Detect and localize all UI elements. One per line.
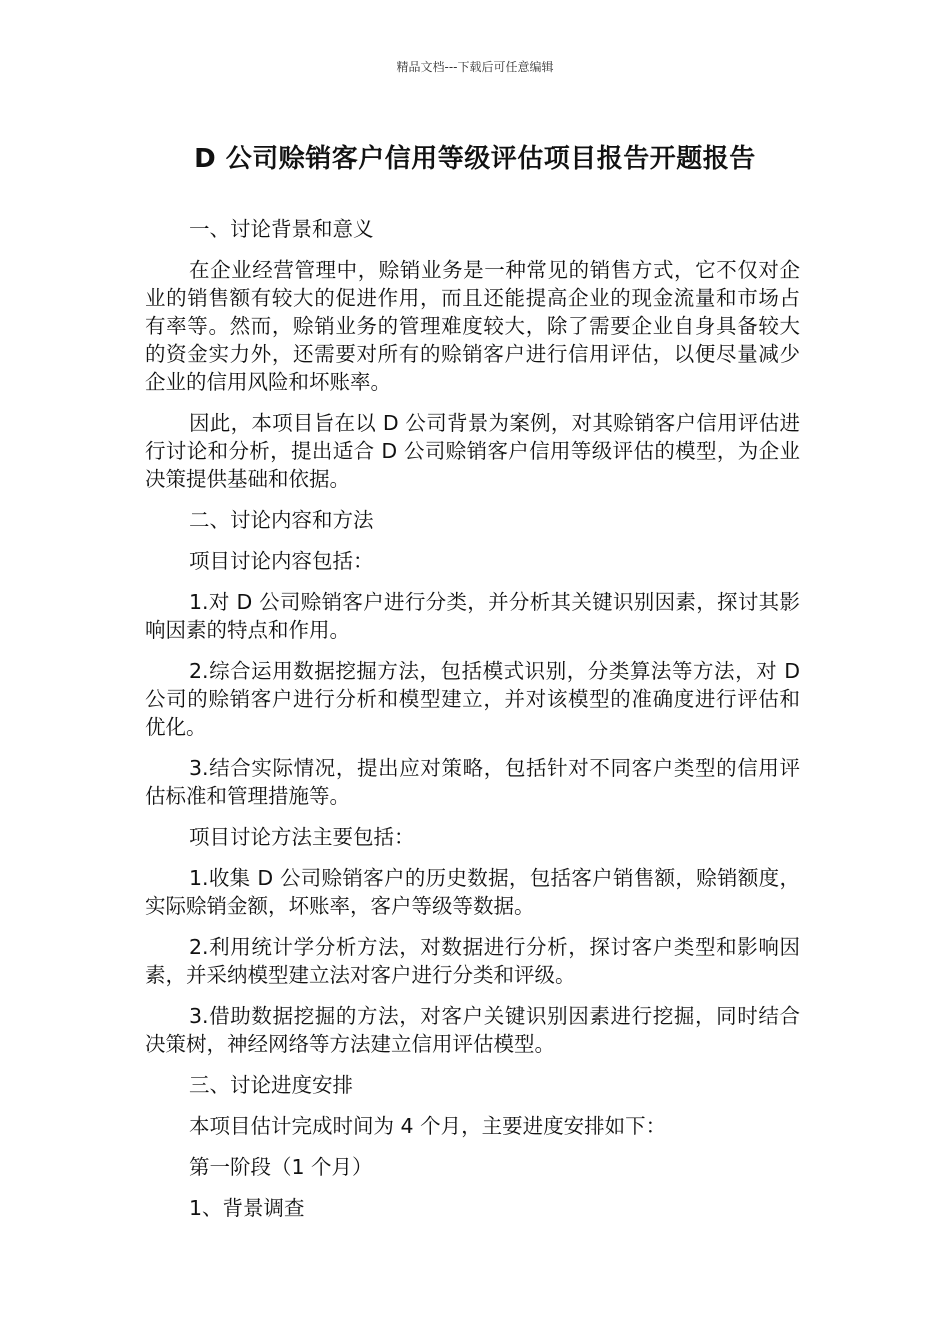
paragraph-schedule-intro: 本项目估计完成时间为 4 个月，主要进度安排如下： — [189, 1114, 667, 1138]
content-item-1: 1.对 D 公司赊销客户进行分类，并分析其关键识别因素，探讨其影响因素的特点和作用。 — [145, 590, 800, 642]
schedule-phase-1: 第一阶段（1 个月） — [189, 1155, 373, 1179]
paragraph-methods-intro: 项目讨论方法主要包括： — [189, 825, 415, 849]
method-item-1: 1.收集 D 公司赊销客户的历史数据，包括客户销售额，赊销额度，实际赊销金额，坏账率，客户等级等数据。 — [145, 866, 800, 918]
method-item-2: 2.利用统计学分析方法，对数据进行分析，探讨客户类型和影响因素，并采纳模型建立法对客户进行分类和评级。 — [145, 935, 800, 987]
paragraph-background-1: 在企业经营管理中，赊销业务是一种常见的销售方式，它不仅对企业的销售额有较大的促进作用，而且还能提高企业的现金流量和市场占有率等。然而，赊销业务的管理难度较大，除了需要企业自身具备较大的资金实力外，还需要对所有的赊销客户进行信用评估，以便尽量减少企业的信用风险和坏账率。 — [145, 258, 800, 394]
content-item-2: 2.综合运用数据挖掘方法，包括模式识别，分类算法等方法，对 D 公司的赊销客户进行分析和模型建立，并对该模型的准确度进行评估和优化。 — [145, 659, 800, 739]
header-note: 精品文档---下载后可任意编辑 — [396, 60, 554, 74]
section-heading-background: 一、讨论背景和意义 — [189, 217, 374, 241]
document-title: D 公司赊销客户信用等级评估项目报告开题报告 — [194, 144, 756, 174]
content-item-3: 3.结合实际情况，提出应对策略，包括针对不同客户类型的信用评估标准和管理措施等。 — [145, 756, 800, 808]
section-heading-schedule: 三、讨论进度安排 — [189, 1073, 353, 1097]
method-item-3: 3.借助数据挖掘的方法，对客户关键识别因素进行挖掘，同时结合决策树，神经网络等方法建立信用评估模型。 — [145, 1004, 800, 1056]
paragraph-content-intro: 项目讨论内容包括： — [189, 549, 374, 573]
section-heading-content-methods: 二、讨论内容和方法 — [189, 508, 374, 532]
paragraph-background-2: 因此，本项目旨在以 D 公司背景为案例，对其赊销客户信用评估进行讨论和分析，提出适合 D 公司赊销客户信用等级评估的模型，为企业决策提供基础和依据。 — [145, 411, 800, 491]
schedule-phase-1-item-1: 1、背景调查 — [189, 1196, 305, 1220]
document-body — [145, 215, 800, 1235]
